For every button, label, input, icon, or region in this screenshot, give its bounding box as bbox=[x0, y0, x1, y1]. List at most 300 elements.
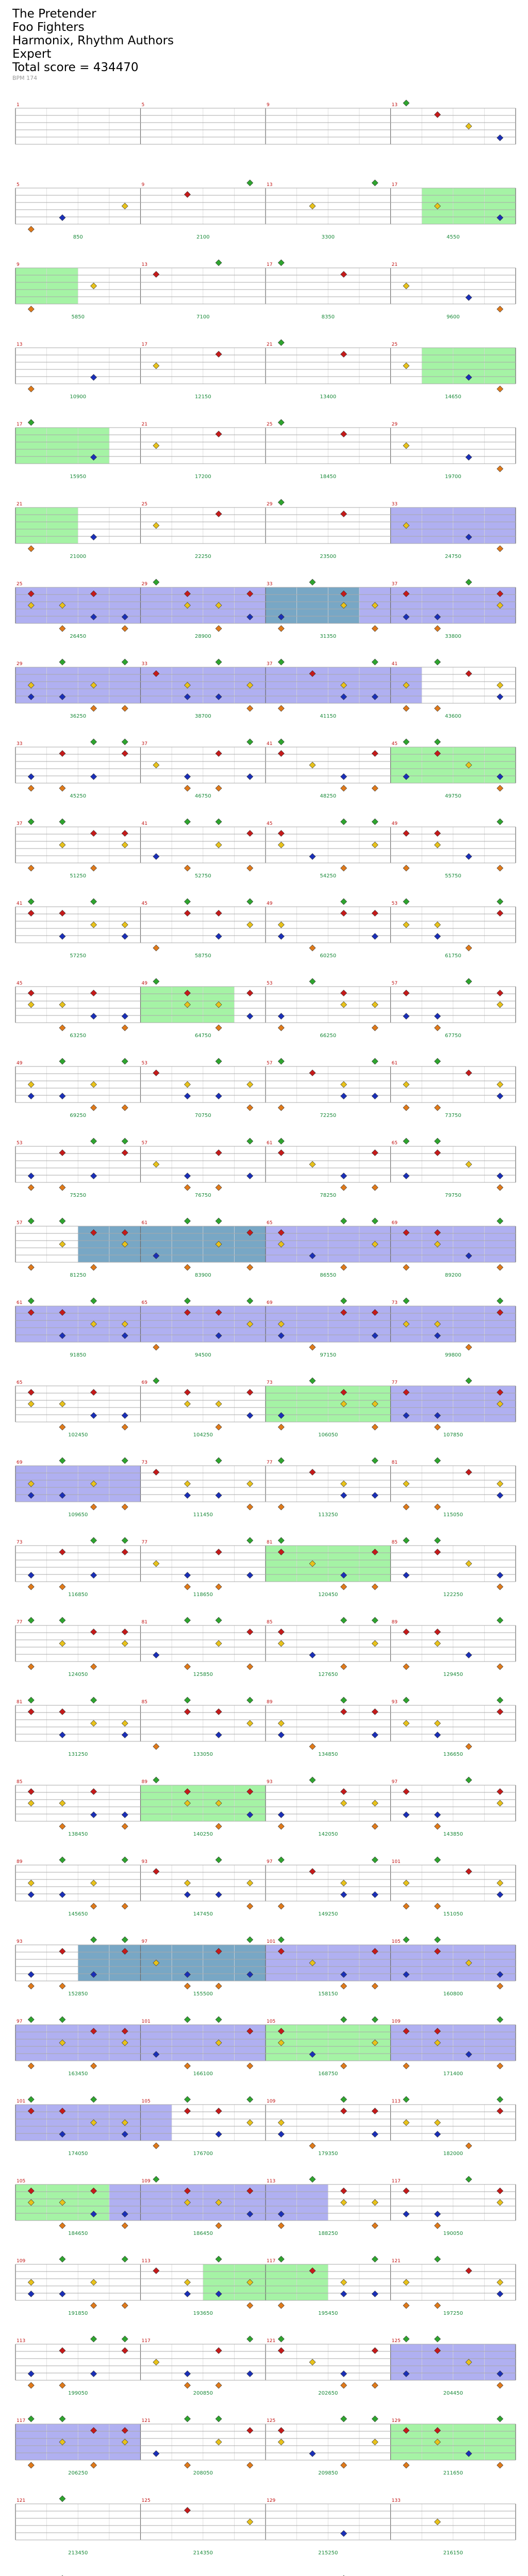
measure-score: 76750 bbox=[194, 1193, 211, 1198]
note-orange bbox=[341, 785, 347, 791]
note-green bbox=[497, 1697, 503, 1703]
measure-score: 13400 bbox=[320, 394, 337, 400]
note-green bbox=[372, 659, 378, 665]
staff-system bbox=[15, 499, 516, 560]
measure-number: 73 bbox=[141, 1460, 147, 1465]
note-orange bbox=[341, 865, 347, 871]
note-orange bbox=[59, 1983, 65, 1989]
note-blue bbox=[184, 2371, 190, 2377]
note-red bbox=[91, 990, 97, 996]
note-red bbox=[341, 990, 347, 996]
note-red bbox=[59, 1948, 65, 1955]
note-orange bbox=[153, 945, 159, 951]
note-yellow bbox=[434, 1640, 440, 1647]
note-yellow bbox=[122, 842, 128, 848]
note-blue bbox=[403, 1013, 409, 1020]
note-orange bbox=[122, 705, 128, 711]
note-yellow bbox=[28, 1002, 34, 1008]
note-red bbox=[434, 1549, 440, 1555]
note-green bbox=[122, 739, 128, 745]
note-yellow bbox=[216, 842, 222, 848]
note-red bbox=[497, 1709, 503, 1715]
note-orange bbox=[497, 466, 503, 472]
measure-score: 160800 bbox=[443, 1991, 463, 1997]
note-blue bbox=[341, 2291, 347, 2297]
note-yellow bbox=[372, 1800, 378, 1806]
note-yellow bbox=[91, 1720, 97, 1726]
note-green bbox=[184, 819, 190, 825]
note-green bbox=[403, 2096, 409, 2103]
note-green bbox=[247, 1298, 253, 1304]
note-orange bbox=[122, 1504, 128, 1510]
note-blue bbox=[341, 774, 347, 780]
note-yellow bbox=[497, 1002, 503, 1008]
note-blue bbox=[403, 1812, 409, 1818]
note-yellow bbox=[466, 123, 472, 129]
staff-system bbox=[15, 1378, 516, 1438]
note-yellow bbox=[403, 1880, 409, 1886]
note-yellow bbox=[91, 283, 97, 289]
note-yellow bbox=[247, 1081, 253, 1088]
measure-score: 99800 bbox=[444, 1352, 461, 1358]
note-red bbox=[497, 990, 503, 996]
measure-number: 53 bbox=[141, 1061, 147, 1066]
note-green bbox=[341, 819, 347, 825]
note-blue bbox=[372, 1493, 378, 1499]
note-blue bbox=[403, 2211, 409, 2217]
note-red bbox=[278, 1150, 284, 1156]
measure-score: 73750 bbox=[444, 1113, 461, 1118]
measure-score: 143850 bbox=[443, 1832, 463, 1837]
note-blue bbox=[91, 375, 97, 381]
note-yellow bbox=[434, 842, 440, 848]
note-green bbox=[28, 819, 34, 825]
measure-score: 145650 bbox=[68, 1911, 88, 1917]
note-red bbox=[216, 2348, 222, 2354]
measure-number: 73 bbox=[267, 1380, 273, 1385]
note-blue bbox=[403, 1572, 409, 1579]
staff-system bbox=[15, 1537, 516, 1598]
note-blue bbox=[91, 1572, 97, 1579]
measure-score: 109650 bbox=[68, 1512, 88, 1518]
note-yellow bbox=[184, 2279, 190, 2285]
staff-system bbox=[15, 978, 516, 1039]
measure-number: 85 bbox=[16, 1780, 23, 1785]
measure-score: 26450 bbox=[70, 634, 87, 639]
note-orange bbox=[184, 1184, 190, 1191]
measure-number: 97 bbox=[267, 1859, 273, 1865]
note-green bbox=[122, 2256, 128, 2262]
note-blue bbox=[372, 1093, 378, 1099]
note-orange bbox=[247, 1504, 253, 1510]
note-blue bbox=[216, 1732, 222, 1738]
note-blue bbox=[28, 1972, 34, 1978]
note-orange bbox=[403, 2063, 409, 2069]
staff-system bbox=[15, 1218, 516, 1278]
note-blue bbox=[28, 774, 34, 780]
note-red bbox=[497, 2188, 503, 2194]
note-orange bbox=[184, 2063, 190, 2069]
note-orange bbox=[278, 1903, 284, 1909]
measure-number: 121 bbox=[16, 2498, 26, 2503]
note-orange bbox=[497, 2462, 503, 2468]
measure-score: 58750 bbox=[194, 953, 211, 959]
measure-number: 1 bbox=[16, 103, 20, 108]
measure-score: 97150 bbox=[320, 1352, 337, 1358]
measure-score: 213450 bbox=[68, 2550, 88, 2556]
note-orange bbox=[216, 625, 222, 632]
measure-number: 117 bbox=[141, 2338, 151, 2344]
note-green bbox=[403, 1537, 409, 1544]
note-red bbox=[59, 751, 65, 757]
measure-number: 53 bbox=[391, 901, 398, 906]
measure-score: 174050 bbox=[68, 2151, 88, 2157]
measure-score: 206250 bbox=[68, 2470, 88, 2476]
song-difficulty: Expert bbox=[12, 47, 52, 61]
note-orange bbox=[341, 1983, 347, 1989]
measure-number: 21 bbox=[16, 502, 23, 507]
measure-score: 31350 bbox=[320, 634, 337, 639]
note-green bbox=[372, 2416, 378, 2422]
note-green bbox=[28, 2096, 34, 2103]
note-orange bbox=[372, 2223, 378, 2229]
measure-score: 8350 bbox=[321, 314, 335, 320]
note-blue bbox=[91, 1173, 97, 1179]
note-yellow bbox=[59, 1640, 65, 1647]
measure-number: 17 bbox=[141, 342, 147, 347]
note-red bbox=[309, 1469, 316, 1476]
note-blue bbox=[466, 854, 472, 860]
measure-number: 73 bbox=[391, 1300, 398, 1306]
note-green bbox=[278, 1138, 284, 1144]
note-green bbox=[216, 1458, 222, 1464]
measure-number: 61 bbox=[141, 1221, 147, 1226]
note-blue bbox=[497, 1892, 503, 1898]
measure-score: 19700 bbox=[444, 474, 461, 480]
note-yellow bbox=[122, 1640, 128, 1647]
note-orange bbox=[403, 2302, 409, 2309]
measure-number: 89 bbox=[16, 1859, 23, 1865]
measure-score: 79750 bbox=[444, 1193, 461, 1198]
note-green bbox=[403, 1937, 409, 1943]
note-blue bbox=[434, 1732, 440, 1738]
note-yellow bbox=[434, 922, 440, 928]
note-yellow bbox=[91, 1081, 97, 1088]
note-red bbox=[247, 2428, 253, 2434]
measure-number: 37 bbox=[16, 821, 23, 826]
measure-number: 29 bbox=[141, 582, 147, 587]
note-yellow bbox=[184, 1481, 190, 1487]
note-orange bbox=[216, 1424, 222, 1430]
measure-number: 45 bbox=[267, 821, 273, 826]
note-red bbox=[59, 2348, 65, 2354]
note-orange bbox=[28, 1184, 34, 1191]
note-yellow bbox=[309, 762, 316, 768]
note-orange bbox=[434, 1504, 440, 1510]
note-blue bbox=[28, 1093, 34, 1099]
measure-score: 125850 bbox=[193, 1672, 213, 1677]
note-yellow bbox=[278, 1720, 284, 1726]
note-red bbox=[466, 671, 472, 677]
note-green bbox=[403, 739, 409, 745]
note-green bbox=[247, 180, 253, 186]
note-yellow bbox=[91, 2279, 97, 2285]
note-blue bbox=[372, 934, 378, 940]
note-red bbox=[184, 1389, 190, 1396]
note-green bbox=[278, 1458, 284, 1464]
note-green bbox=[341, 899, 347, 905]
note-yellow bbox=[28, 1800, 34, 1806]
note-green bbox=[466, 2176, 472, 2182]
note-blue bbox=[497, 694, 503, 700]
note-green bbox=[216, 2016, 222, 2023]
note-red bbox=[122, 1549, 128, 1555]
note-red bbox=[184, 192, 190, 198]
note-blue bbox=[28, 1572, 34, 1579]
measure-number: 101 bbox=[141, 2019, 151, 2024]
measure-score: 211650 bbox=[443, 2470, 463, 2476]
measure-score: 182000 bbox=[443, 2151, 463, 2157]
note-orange bbox=[91, 1504, 97, 1510]
note-red bbox=[122, 1150, 128, 1156]
note-green bbox=[122, 2336, 128, 2342]
note-orange bbox=[91, 705, 97, 711]
note-orange bbox=[184, 1664, 190, 1670]
note-blue bbox=[184, 1173, 190, 1179]
note-orange bbox=[497, 1584, 503, 1590]
note-yellow bbox=[403, 1720, 409, 1726]
measure-number: 105 bbox=[141, 2099, 151, 2104]
note-green bbox=[278, 1937, 284, 1943]
note-green bbox=[278, 2256, 284, 2262]
note-red bbox=[59, 1549, 65, 1555]
note-blue bbox=[497, 2291, 503, 2297]
note-blue bbox=[91, 1812, 97, 1818]
note-green bbox=[91, 2336, 97, 2342]
note-yellow bbox=[341, 2279, 347, 2285]
note-red bbox=[122, 2348, 128, 2354]
note-orange bbox=[247, 1264, 253, 1270]
measure-number: 37 bbox=[267, 662, 273, 667]
note-blue bbox=[278, 1732, 284, 1738]
measure-number: 93 bbox=[391, 1700, 398, 1705]
note-yellow bbox=[497, 2279, 503, 2285]
measure-score: 149250 bbox=[318, 1911, 338, 1917]
note-yellow bbox=[153, 762, 159, 768]
note-blue bbox=[184, 774, 190, 780]
note-yellow bbox=[497, 1800, 503, 1806]
note-green bbox=[341, 1298, 347, 1304]
note-yellow bbox=[122, 922, 128, 928]
measure-score: 9600 bbox=[447, 314, 460, 320]
measure-score: 61750 bbox=[444, 953, 461, 959]
note-blue bbox=[341, 1892, 347, 1898]
measure-score: 186450 bbox=[193, 2231, 213, 2236]
note-yellow bbox=[372, 1640, 378, 1647]
note-green bbox=[278, 1537, 284, 1544]
measure-number: 117 bbox=[16, 2418, 26, 2424]
note-orange bbox=[497, 785, 503, 791]
note-orange bbox=[309, 1743, 316, 1750]
note-red bbox=[184, 1709, 190, 1715]
note-orange bbox=[497, 546, 503, 552]
staff-system bbox=[15, 1138, 516, 1198]
note-yellow bbox=[341, 1081, 347, 1088]
staff-system bbox=[15, 100, 516, 144]
measure-score: 113250 bbox=[318, 1512, 338, 1518]
measure-number: 37 bbox=[391, 582, 398, 587]
note-orange bbox=[184, 1983, 190, 1989]
measure-number: 21 bbox=[267, 342, 273, 347]
note-red bbox=[216, 431, 222, 437]
note-green bbox=[28, 419, 34, 426]
note-yellow bbox=[216, 1401, 222, 1407]
measure-score: 51250 bbox=[70, 873, 87, 879]
note-blue bbox=[247, 1413, 253, 1419]
note-yellow bbox=[403, 2120, 409, 2126]
note-orange bbox=[341, 1584, 347, 1590]
note-blue bbox=[216, 1493, 222, 1499]
note-orange bbox=[91, 1903, 97, 1909]
note-blue bbox=[216, 934, 222, 940]
note-green bbox=[403, 1298, 409, 1304]
note-orange bbox=[372, 1025, 378, 1031]
measure-number: 105 bbox=[267, 2019, 276, 2024]
note-blue bbox=[497, 1173, 503, 1179]
measure-number: 17 bbox=[16, 422, 23, 427]
measure-number: 61 bbox=[391, 1061, 398, 1066]
measure-number: 65 bbox=[16, 1380, 23, 1385]
note-orange bbox=[153, 1743, 159, 1750]
measure-score: 21000 bbox=[70, 554, 87, 560]
measure-score: 3300 bbox=[321, 234, 335, 240]
note-blue bbox=[247, 1572, 253, 1579]
note-blue bbox=[153, 1652, 159, 1658]
note-red bbox=[278, 1629, 284, 1635]
note-orange bbox=[278, 705, 284, 711]
note-blue bbox=[184, 1493, 190, 1499]
note-yellow bbox=[216, 2439, 222, 2445]
note-green bbox=[247, 2336, 253, 2342]
note-orange bbox=[497, 2063, 503, 2069]
measure-score: 850 bbox=[73, 234, 83, 240]
note-blue bbox=[216, 1892, 222, 1898]
note-green bbox=[122, 1458, 128, 1464]
measure-number: 13 bbox=[16, 342, 23, 347]
note-red bbox=[372, 910, 378, 917]
note-green bbox=[278, 340, 284, 346]
measure-score: 197250 bbox=[443, 2311, 463, 2316]
note-orange bbox=[91, 1105, 97, 1111]
note-yellow bbox=[91, 1880, 97, 1886]
measure-score: 134850 bbox=[318, 1752, 338, 1757]
measure-score: 202650 bbox=[318, 2391, 338, 2396]
measure-number: 49 bbox=[16, 1061, 23, 1066]
note-green bbox=[184, 2416, 190, 2422]
note-orange bbox=[184, 785, 190, 791]
measure-number: 25 bbox=[267, 422, 273, 427]
note-blue bbox=[91, 2371, 97, 2377]
note-green bbox=[91, 899, 97, 905]
note-green bbox=[122, 1537, 128, 1544]
measure-number: 113 bbox=[16, 2338, 26, 2344]
note-orange bbox=[28, 2063, 34, 2069]
note-orange bbox=[341, 2063, 347, 2069]
note-green bbox=[59, 2496, 65, 2502]
note-green bbox=[153, 1777, 159, 1783]
measure-score: 191850 bbox=[68, 2311, 88, 2316]
note-red bbox=[341, 1709, 347, 1715]
note-red bbox=[372, 2108, 378, 2114]
measure-number: 9 bbox=[16, 262, 20, 267]
note-green bbox=[403, 1138, 409, 1144]
note-yellow bbox=[372, 1002, 378, 1008]
note-green bbox=[122, 1857, 128, 1863]
note-orange bbox=[309, 1344, 316, 1350]
note-blue bbox=[91, 534, 97, 540]
measure-score: 54250 bbox=[320, 873, 337, 879]
measure-score: 107850 bbox=[443, 1432, 463, 1438]
measure-score: 142050 bbox=[318, 1832, 338, 1837]
measure-number: 69 bbox=[141, 1380, 147, 1385]
note-orange bbox=[184, 2462, 190, 2468]
measure-score: 81250 bbox=[70, 1273, 87, 1278]
measure-number: 33 bbox=[391, 502, 398, 507]
note-red bbox=[247, 1389, 253, 1396]
note-yellow bbox=[403, 1081, 409, 1088]
note-orange bbox=[59, 625, 65, 632]
measure-score: 45250 bbox=[70, 793, 87, 799]
measure-number: 133 bbox=[391, 2498, 401, 2503]
note-orange bbox=[28, 2382, 34, 2388]
note-orange bbox=[216, 1584, 222, 1590]
note-blue bbox=[91, 1013, 97, 1020]
measure-number: 109 bbox=[141, 2179, 151, 2184]
note-red bbox=[153, 2268, 159, 2274]
note-green bbox=[497, 1298, 503, 1304]
measure-score: 69250 bbox=[70, 1113, 87, 1118]
note-yellow bbox=[122, 203, 128, 209]
note-green bbox=[122, 1937, 128, 1943]
note-green bbox=[372, 2256, 378, 2262]
note-green bbox=[216, 1218, 222, 1224]
measure-score: 166100 bbox=[193, 2071, 213, 2077]
measure-number: 25 bbox=[16, 582, 23, 587]
tempo-note: BPM 174 bbox=[12, 75, 38, 81]
measure-score: 14650 bbox=[444, 394, 461, 400]
note-yellow bbox=[403, 443, 409, 449]
measure-score: 193650 bbox=[193, 2311, 213, 2316]
note-green bbox=[403, 1697, 409, 1703]
staff-system bbox=[15, 260, 516, 320]
note-orange bbox=[466, 1743, 472, 1750]
note-blue bbox=[434, 2131, 440, 2138]
note-red bbox=[434, 831, 440, 837]
measure-score: 215250 bbox=[318, 2550, 338, 2556]
note-red bbox=[497, 910, 503, 917]
measure-number: 45 bbox=[16, 981, 23, 986]
measure-number: 17 bbox=[391, 182, 398, 188]
note-green bbox=[59, 2256, 65, 2262]
note-blue bbox=[403, 1173, 409, 1179]
note-green bbox=[497, 1218, 503, 1224]
measure-number: 77 bbox=[391, 1380, 398, 1385]
measure-score: 131250 bbox=[68, 1752, 88, 1757]
note-orange bbox=[247, 865, 253, 871]
note-red bbox=[403, 1789, 409, 1795]
measure-number: 53 bbox=[267, 981, 273, 986]
note-blue bbox=[59, 2291, 65, 2297]
